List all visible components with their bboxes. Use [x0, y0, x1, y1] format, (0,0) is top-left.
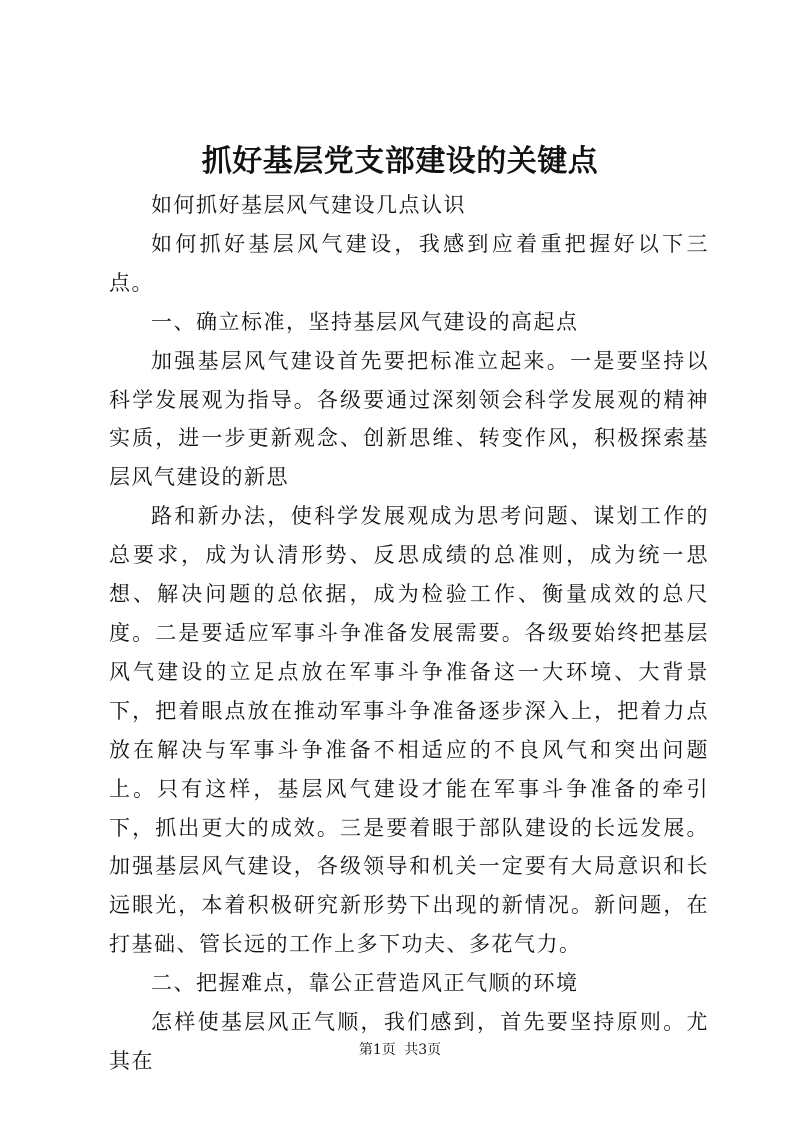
page-number: 第1页	[358, 1042, 396, 1058]
section-heading-2: 二、把握难点，靠公正营造风正气顺的环境	[151, 971, 579, 996]
subtitle-paragraph: 如何抓好基层风气建设几点认识	[151, 193, 466, 217]
page-total: 共3页	[404, 1042, 442, 1058]
body-paragraph: 加强基层风气建设首先要把标准立起来。一是要坚持以科学发展观为指导。各级要通过深刻领会科学发展观的精神实质，进一步更新观念、创新思维、转变作风，积极探索基层风气建设的新思	[109, 348, 709, 490]
section-heading-1: 一、确立标准，坚持基层风气建设的高起点	[151, 309, 579, 334]
body-paragraph: 怎样使基层风正气顺，我们感到，首先要坚持原则。尤其在	[109, 1010, 709, 1073]
body-paragraph: 路和新办法，使科学发展观成为思考问题、谋划工作的总要求，成为认清形势、反思成绩的总准则，成为统一思想、解决问题的总依据，成为检验工作、衡量成效的总尺度。二是要适应军事斗争准备发展需要。各级要始终把基层风气建设的立足点放在军事斗争准备这一大环境、大背景下，把着眼点放在推动军事斗争准备逐步深入上，把着力点放在解决与军事斗争准备不相适应的不良风气和突出问题上。只有这样，基层风气建设才能在军事斗争准备的牵引下，抓出更大的成效。三是要着眼于部队建设的长远发展。加强基层风气建设，各级领导和机关一定要有大局意识和长远眼光，本着积极研究新形势下出现的新情况。新问题，在打基础、管长远的工作上多下功夫、多花气力。	[109, 504, 709, 957]
document-body	[109, 186, 709, 1081]
page-footer	[0, 1040, 800, 1060]
document-title: 抓好基层党支部建设的关键点	[201, 144, 599, 179]
intro-paragraph: 如何抓好基层风气建设，我感到应着重把握好以下三点。	[109, 231, 709, 295]
